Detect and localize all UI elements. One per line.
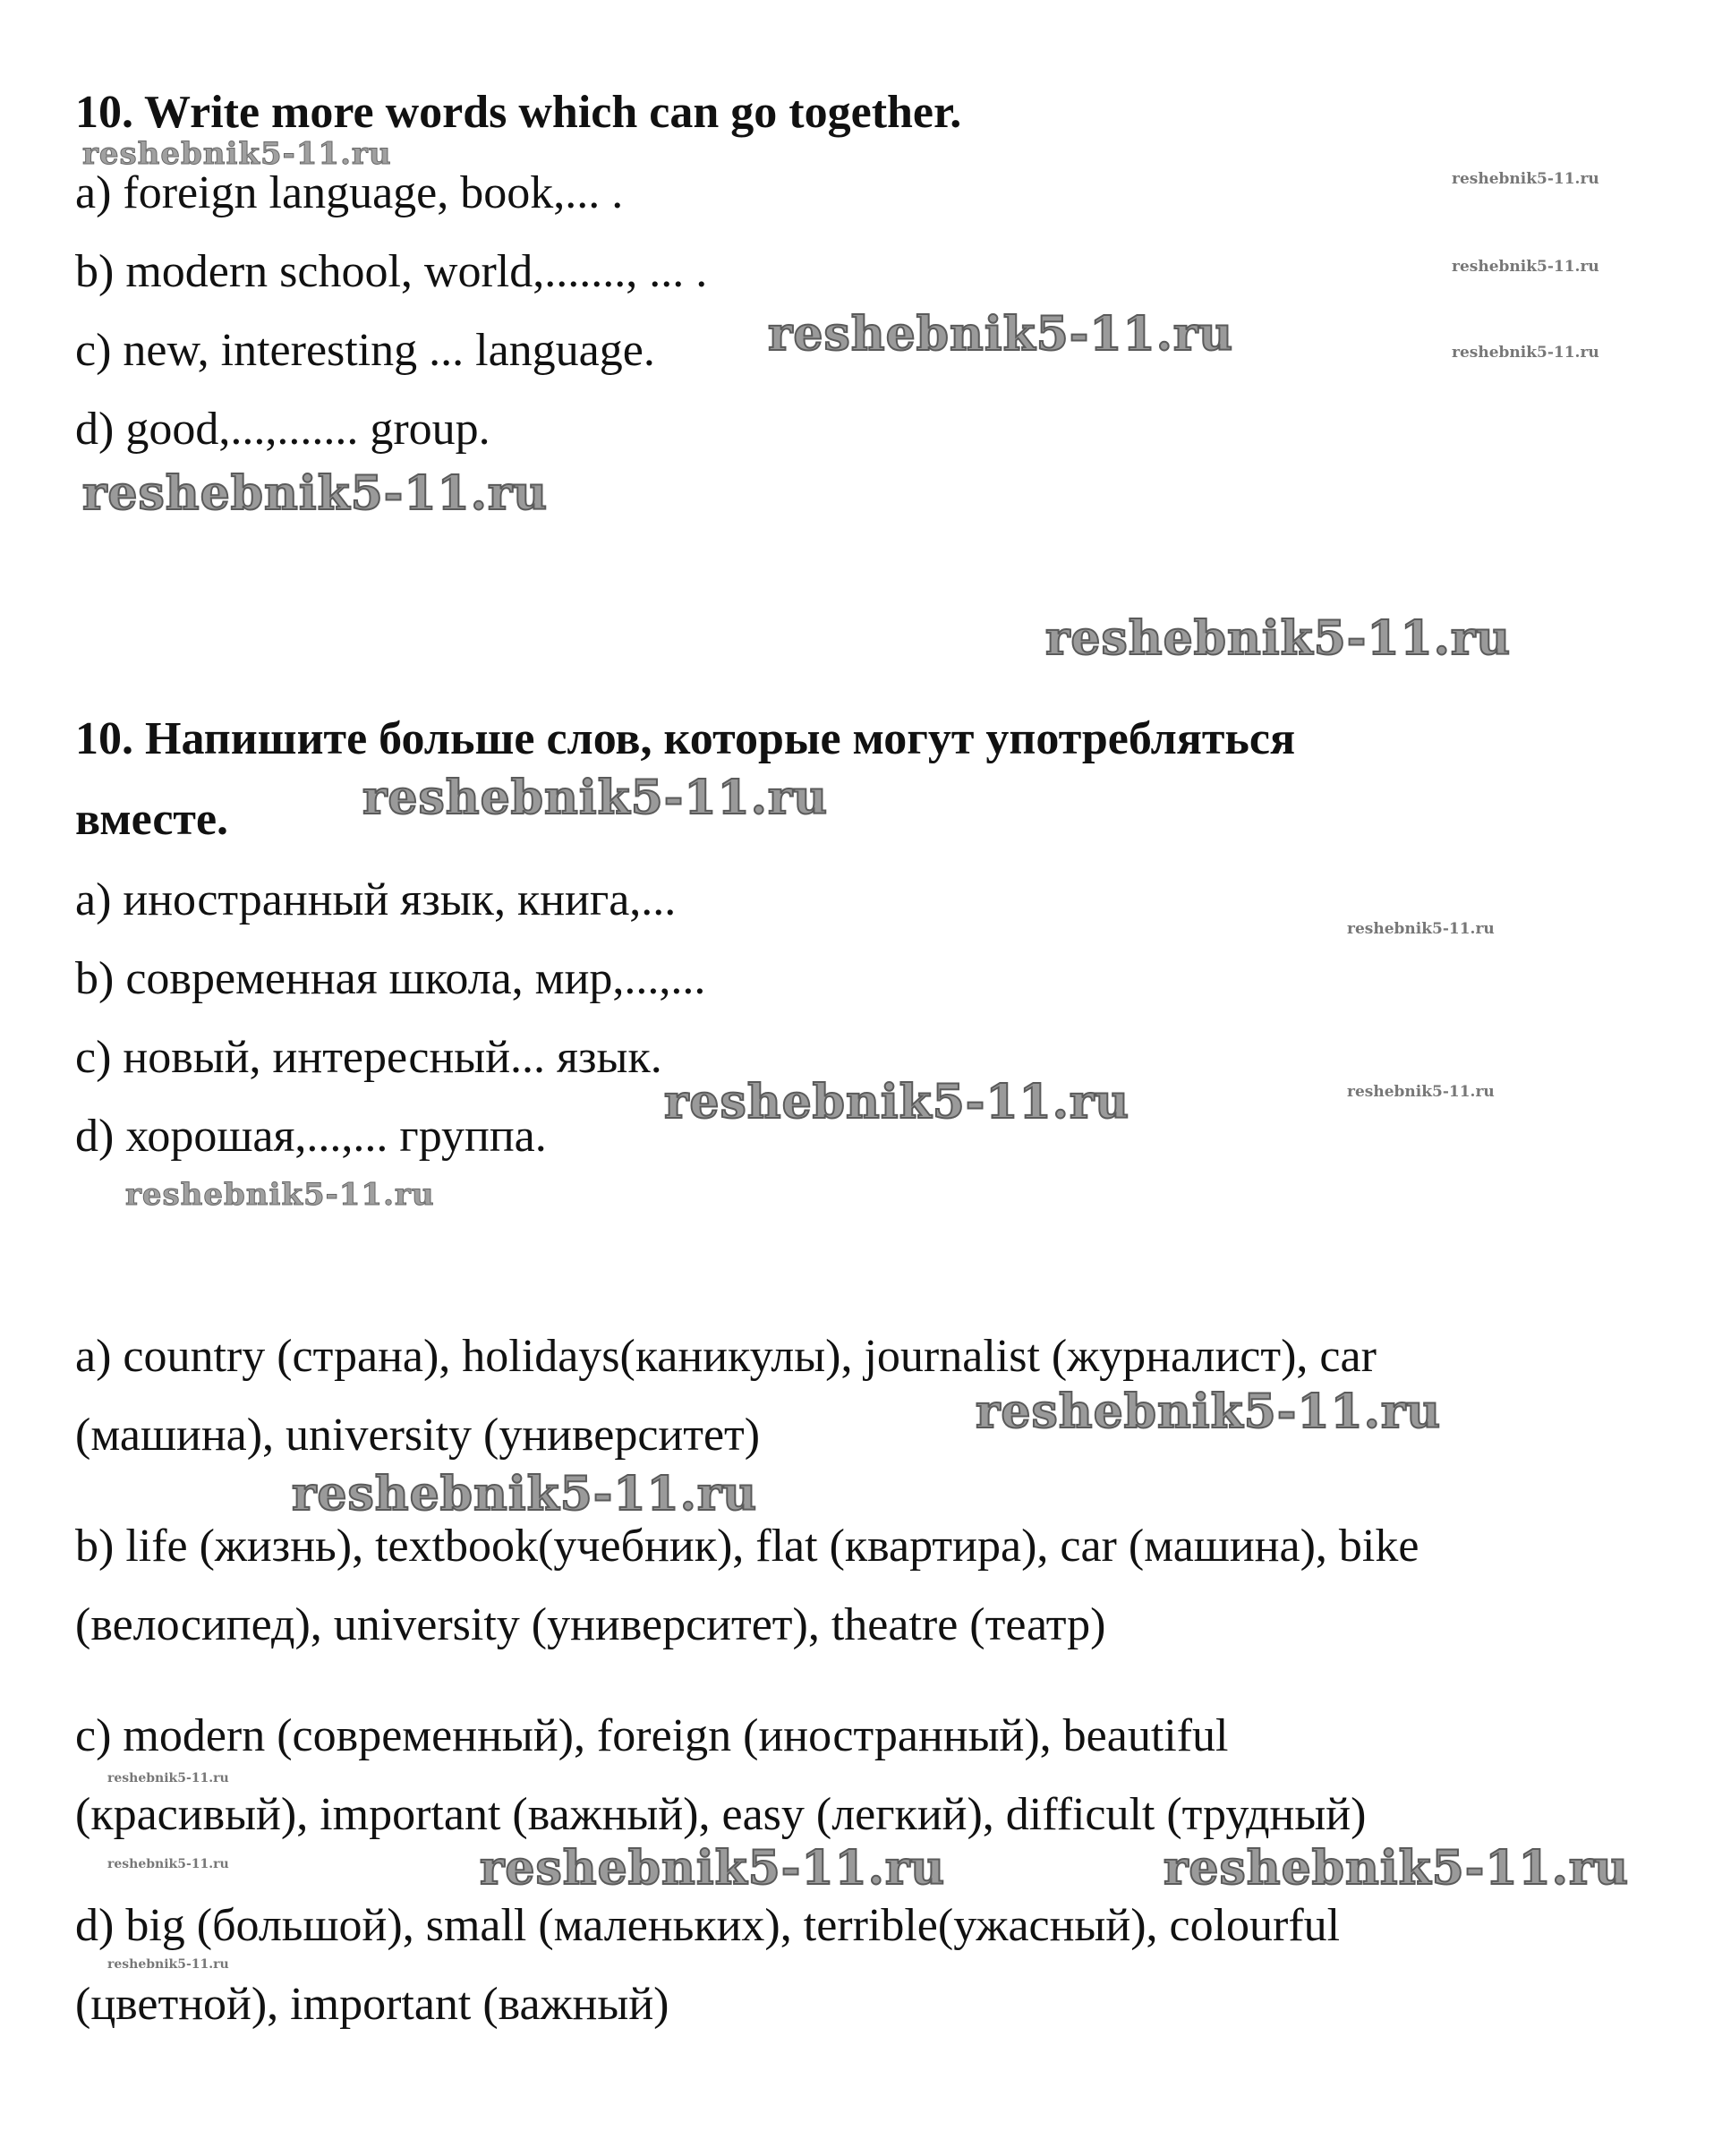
watermark: reshebnik5-11.ru <box>1452 258 1599 276</box>
watermark: reshebnik5-11.ru <box>107 1957 229 1972</box>
watermark: reshebnik5-11.ru <box>292 1467 758 1521</box>
watermark: reshebnik5-11.ru <box>768 307 1234 362</box>
answer-b-line1: b) life (жизнь), textbook(учебник), flat (квартира), car (машина), bike <box>75 1521 1419 1572</box>
english-item-c: c) new, interesting ... language. <box>75 325 655 376</box>
watermark: reshebnik5-11.ru <box>1452 170 1599 188</box>
answer-d-line2: (цветной), important (важный) <box>75 1979 669 2030</box>
english-item-a: a) foreign language, book,... . <box>75 167 624 218</box>
russian-item-d: d) хорошая,...,... группа. <box>75 1111 547 1162</box>
russian-task-title-line2: вместе. <box>75 794 229 845</box>
english-item-b: b) modern school, world,......., ... . <box>75 246 708 297</box>
russian-item-b: b) современная школа, мир,...,... <box>75 953 706 1004</box>
watermark: reshebnik5-11.ru <box>125 1177 435 1213</box>
russian-task-title-line1: 10. Напишите больше слов, которые могут употребляться <box>75 713 1296 764</box>
watermark: reshebnik5-11.ru <box>107 1771 229 1785</box>
watermark: reshebnik5-11.ru <box>480 1841 946 1896</box>
watermark: reshebnik5-11.ru <box>82 466 549 521</box>
watermark: reshebnik5-11.ru <box>1347 920 1495 938</box>
watermark: reshebnik5-11.ru <box>107 1857 229 1871</box>
watermark: reshebnik5-11.ru <box>1164 1841 1630 1896</box>
russian-item-c: c) новый, интересный... язык. <box>75 1032 662 1083</box>
russian-item-a: a) иностранный язык, книга,... <box>75 874 677 925</box>
watermark: reshebnik5-11.ru <box>976 1385 1442 1439</box>
answer-a-line2: (машина), university (университет) <box>75 1410 761 1461</box>
answer-d-line1: d) big (большой), small (маленьких), terrible(ужасный), colourful <box>75 1900 1341 1951</box>
watermark: reshebnik5-11.ru <box>82 136 392 172</box>
watermark: reshebnik5-11.ru <box>1347 1083 1495 1101</box>
watermark: reshebnik5-11.ru <box>664 1075 1130 1129</box>
watermark: reshebnik5-11.ru <box>1452 344 1599 362</box>
english-item-d: d) good,...,....... group. <box>75 404 490 455</box>
answer-a-line1: a) country (страна), holidays(каникулы), journalist (журналист), car <box>75 1331 1377 1382</box>
answer-c-line1: c) modern (современный), foreign (иностранный), beautiful <box>75 1710 1229 1761</box>
watermark: reshebnik5-11.ru <box>1045 611 1512 666</box>
answer-c-line2: (красивый), important (важный), easy (легкий), difficult (трудный) <box>75 1789 1367 1840</box>
watermark: reshebnik5-11.ru <box>362 771 829 825</box>
answer-b-line2: (велосипед), university (университет), theatre (театр) <box>75 1599 1106 1650</box>
english-task-title: 10. Write more words which can go together. <box>75 87 962 138</box>
